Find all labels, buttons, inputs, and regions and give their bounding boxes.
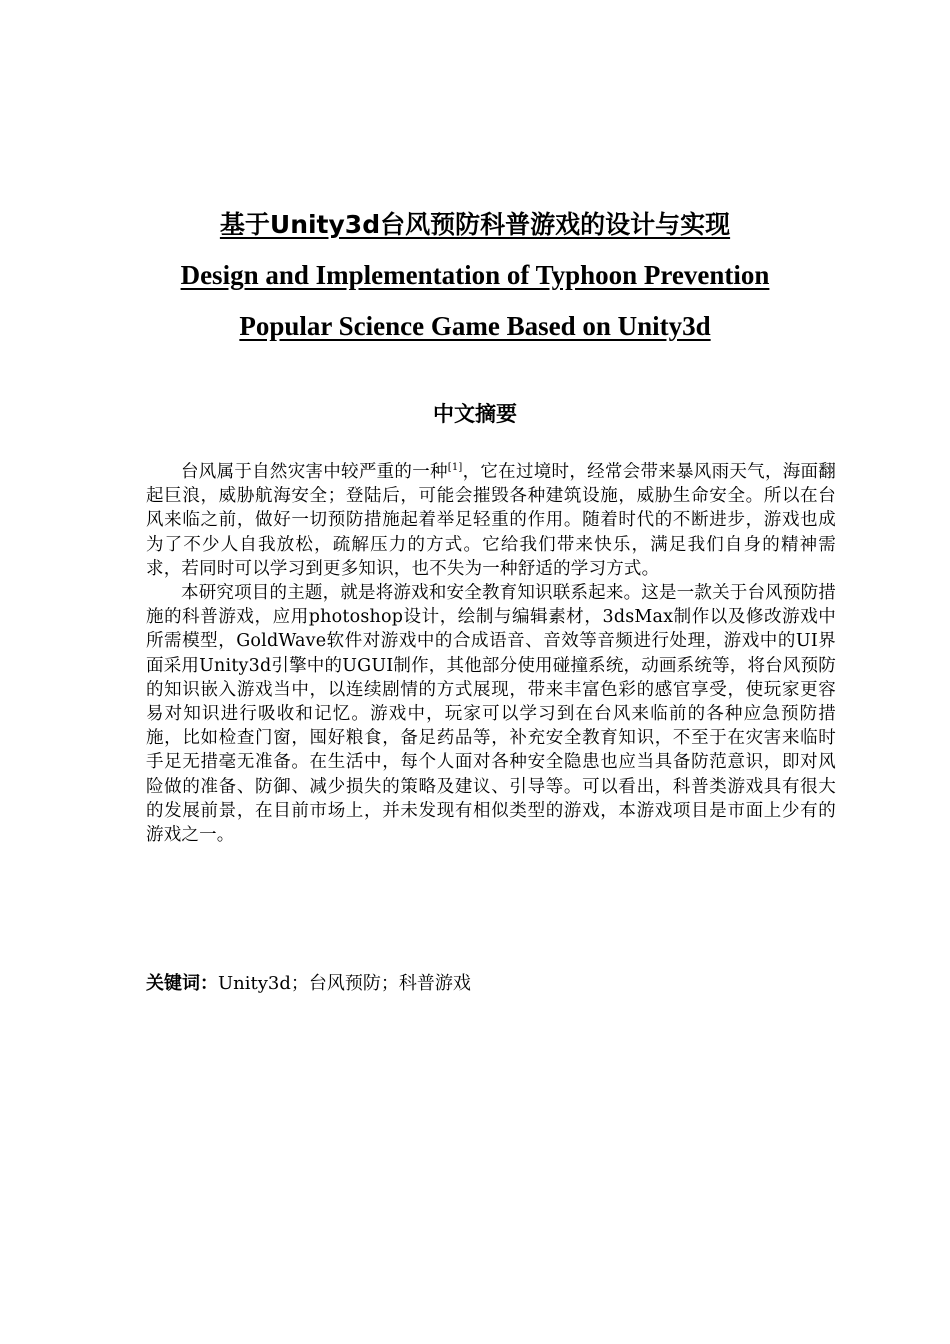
paragraph-1-text-start: 台风属于自然灾害中较严重的一种 [181,462,448,482]
abstract-body [146,460,836,847]
english-title-line-2: Popular Science Game Based on Unity3d [239,311,711,341]
chinese-title: 基于Unity3d台风预防科普游戏的设计与实现 [219,210,731,239]
keywords-line [146,970,836,998]
english-title-line-1: Design and Implementation of Typhoon Prevention [180,260,770,290]
abstract-paragraph-1 [146,460,836,581]
keywords-values: Unity3d；台风预防；科普游戏 [218,973,471,994]
paragraph-1-text-end: ，它在过境时，经常会带来暴风雨天气，海面翻起巨浪，威胁航海安全；登陆后，可能会摧毁各种建筑设施，威胁生命安全。所以在台风来临之前，做好一切预防措施起着举足轻重的作用。随着时代的不断进步，游戏也成为了不少人自我放松，疏解压力的方式。它给我们带来快乐，满足我们自身的精神需求，若同时可以学习到更多知识，也不失为一种舒适的学习方式。 [146,462,836,579]
abstract-heading: 中文摘要 [433,402,517,426]
keywords-label: 关键词： [146,973,218,994]
citation-reference: [1] [447,462,463,473]
abstract-paragraph-2: 本研究项目的主题，就是将游戏和安全教育知识联系起来。这是一款关于台风预防措施的科普游戏，应用photoshop设计，绘制与编辑素材，3dsMax制作以及修改游戏中所需模型，GoldWave软件对游戏中的合成语音、音效等音频进行处理，游戏中的UI界面采用Unity3d引擎中的UGUI制作，其他部分使用碰撞系统，动画系统等，将台风预防的知识嵌入游戏当中，以连续剧情的方式展现，带来丰富色彩的感官享受，使玩家更容易对知识进行吸收和记忆。游戏中，玩家可以学习到在台风来临前的各种应急预防措施，比如检查门窗，囤好粮食，备足药品等，补充安全教育知识，不至于在灾害来临时手足无措毫无准备。在生活中，每个人面对各种安全隐患也应当具备防范意识，即对风险做的准备、防御、减少损失的策略及建议、引导等。可以看出，科普类游戏具有很大的发展前景，在目前市场上，并未发现有相似类型的游戏，本游戏项目是市面上少有的游戏之一。 [146,583,836,846]
